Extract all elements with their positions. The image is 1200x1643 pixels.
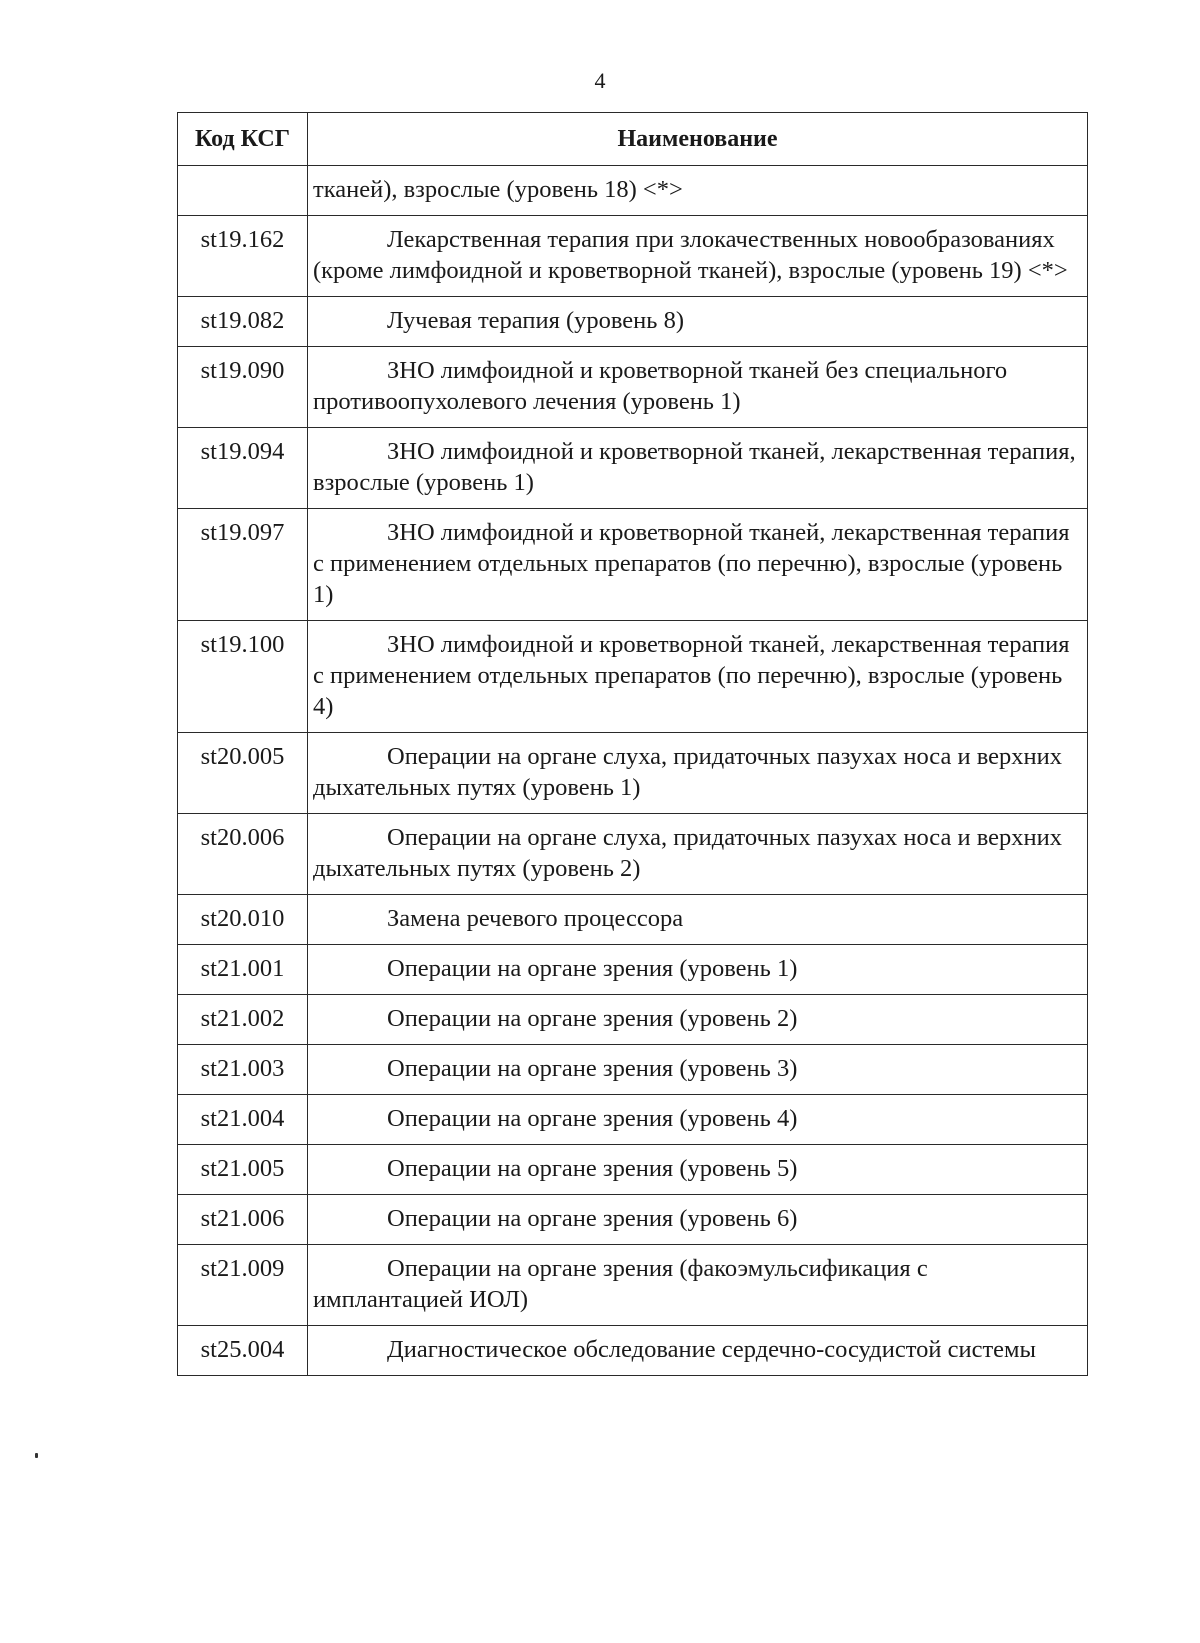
ksg-name-text: Операции на органе зрения (уровень 6) <box>387 1205 798 1232</box>
ksg-name-cell <box>308 621 1088 733</box>
table-row <box>178 509 1088 621</box>
ksg-name-text: Диагностическое обследование сердечно-сосудистой системы <box>387 1336 1036 1363</box>
ksg-code-cell: st21.005 <box>178 1145 308 1195</box>
ksg-code-cell: st25.004 <box>178 1326 308 1376</box>
ksg-name-text: ЗНО лимфоидной и кроветворной тканей, лекарственная терапия с применением отдельных препаратов (по перечню), взрослые (уровень 4) <box>313 631 1070 720</box>
table-row <box>178 1245 1088 1326</box>
ksg-code-cell: st21.002 <box>178 995 308 1045</box>
table-row <box>178 1145 1088 1195</box>
table-row <box>178 621 1088 733</box>
ksg-code-cell: st20.010 <box>178 895 308 945</box>
table-body <box>178 166 1088 1376</box>
ksg-name-text: ЗНО лимфоидной и кроветворной тканей, лекарственная терапия с применением отдельных препаратов (по перечню), взрослые (уровень 1) <box>313 519 1070 608</box>
ksg-code-cell: st21.003 <box>178 1045 308 1095</box>
ksg-code-cell: st21.009 <box>178 1245 308 1326</box>
ksg-name-cell <box>308 347 1088 428</box>
ksg-name-text: тканей), взрослые (уровень 18) <*> <box>313 176 683 203</box>
ksg-name-text: Лучевая терапия (уровень 8) <box>387 307 684 334</box>
ksg-name-text: Операции на органе зрения (факоэмульсификация с имплантацией ИОЛ) <box>313 1255 928 1313</box>
table-row <box>178 297 1088 347</box>
ksg-name-text: Операции на органе слуха, придаточных пазухах носа и верхних дыхательных путях (уровень 2) <box>313 824 1062 882</box>
ksg-code-cell: st21.004 <box>178 1095 308 1145</box>
ksg-name-cell <box>308 1145 1088 1195</box>
ksg-name-text: Операции на органе слуха, придаточных пазухах носа и верхних дыхательных путях (уровень 1) <box>313 743 1062 801</box>
ksg-name-cell <box>308 428 1088 509</box>
table-header-row <box>178 113 1088 166</box>
table-row <box>178 1095 1088 1145</box>
ksg-name-cell <box>308 1195 1088 1245</box>
ksg-name-cell <box>308 1045 1088 1095</box>
table-row <box>178 166 1088 216</box>
ksg-name-text: Операции на органе зрения (уровень 4) <box>387 1105 798 1132</box>
ksg-name-text: Лекарственная терапия при злокачественных новообразованиях (кроме лимфоидной и кроветворной тканей), взрослые (уровень 19) <*> <box>313 226 1068 284</box>
ksg-name-text: ЗНО лимфоидной и кроветворной тканей без специального противоопухолевого лечения (уровень 1) <box>313 357 1008 415</box>
ksg-code-cell: st19.082 <box>178 297 308 347</box>
table-row <box>178 995 1088 1045</box>
ksg-code-cell: st21.006 <box>178 1195 308 1245</box>
ksg-name-cell <box>308 733 1088 814</box>
ksg-code-cell <box>178 166 308 216</box>
table-row <box>178 1195 1088 1245</box>
ksg-name-cell <box>308 509 1088 621</box>
page-number: 4 <box>594 68 606 93</box>
table-row <box>178 895 1088 945</box>
table-row <box>178 1326 1088 1376</box>
ksg-name-cell <box>308 216 1088 297</box>
ksg-name-cell <box>308 166 1088 216</box>
ksg-name-text: Операции на органе зрения (уровень 5) <box>387 1155 798 1182</box>
ksg-code-cell: st19.094 <box>178 428 308 509</box>
table-row <box>178 347 1088 428</box>
ksg-code-cell: st19.097 <box>178 509 308 621</box>
ksg-name-text: Операции на органе зрения (уровень 3) <box>387 1055 798 1082</box>
ksg-name-cell <box>308 945 1088 995</box>
ksg-code-cell: st19.100 <box>178 621 308 733</box>
ksg-code-cell: st21.001 <box>178 945 308 995</box>
ksg-name-text: ЗНО лимфоидной и кроветворной тканей, лекарственная терапия, взрослые (уровень 1) <box>313 438 1076 496</box>
ksg-code-cell: st19.090 <box>178 347 308 428</box>
ksg-name-text: Замена речевого процессора <box>387 905 684 932</box>
ksg-name-cell <box>308 1245 1088 1326</box>
table-row <box>178 1045 1088 1095</box>
ksg-name-cell <box>308 1095 1088 1145</box>
ksg-name-text: Операции на органе зрения (уровень 1) <box>387 955 798 982</box>
ksg-name-cell <box>308 297 1088 347</box>
ksg-name-cell <box>308 995 1088 1045</box>
ksg-code-cell: st20.005 <box>178 733 308 814</box>
ksg-name-cell <box>308 814 1088 895</box>
table-row <box>178 814 1088 895</box>
ksg-name-text: Операции на органе зрения (уровень 2) <box>387 1005 798 1032</box>
ksg-name-cell <box>308 1326 1088 1376</box>
ksg-table <box>177 112 1088 1376</box>
ksg-name-cell <box>308 895 1088 945</box>
scan-speck <box>35 1453 38 1458</box>
table-row <box>178 945 1088 995</box>
table-row <box>178 216 1088 297</box>
ksg-code-cell: st19.162 <box>178 216 308 297</box>
table-row <box>178 733 1088 814</box>
column-header-name: Наименование <box>308 113 1088 166</box>
column-header-code: Код КСГ <box>178 113 308 166</box>
ksg-code-cell: st20.006 <box>178 814 308 895</box>
table-row <box>178 428 1088 509</box>
